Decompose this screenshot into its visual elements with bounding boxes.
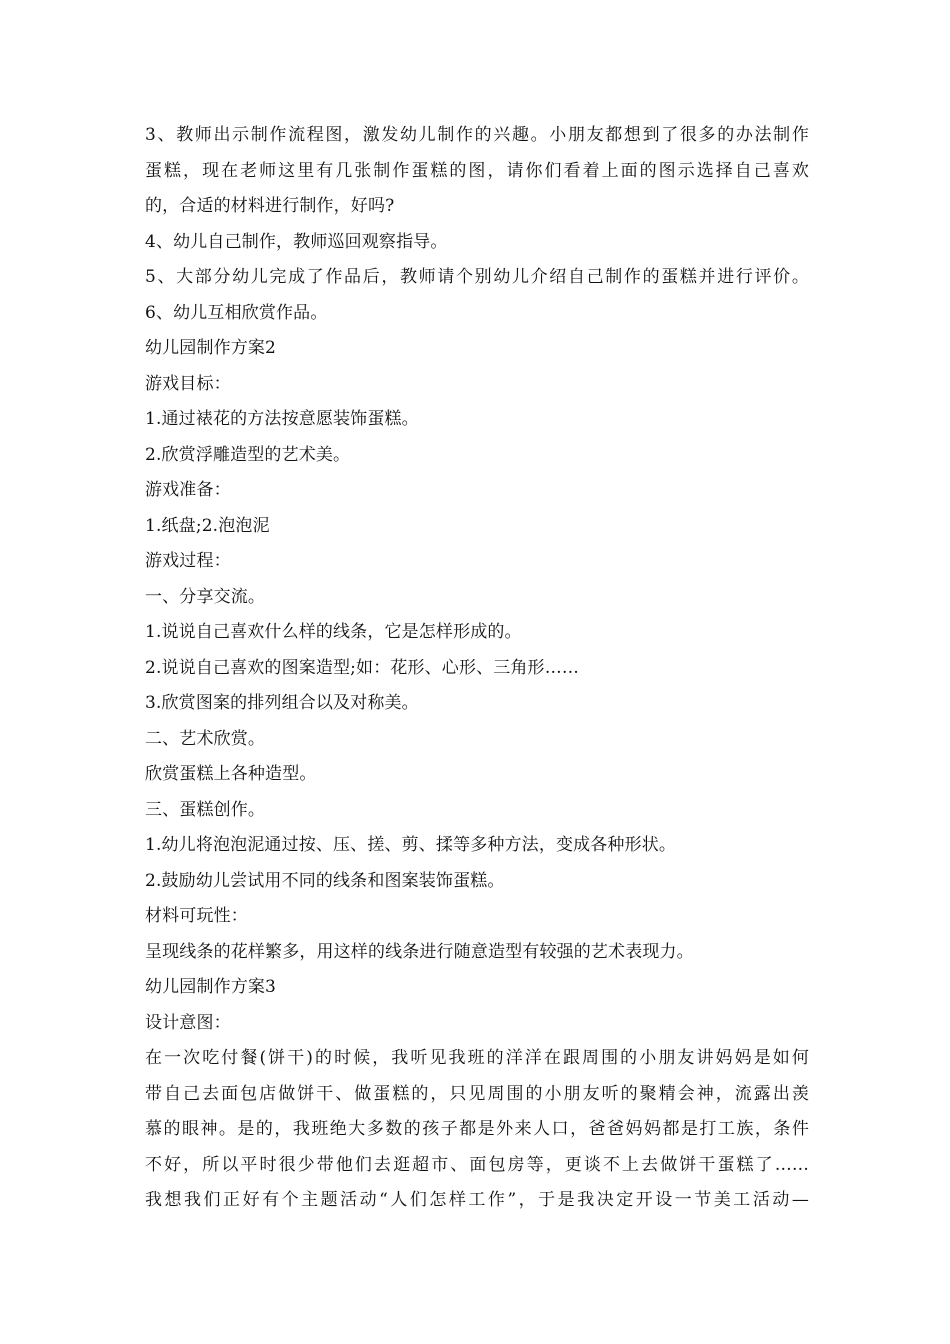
text-line: 不好，所以平时很少带他们去逛超市、面包房等，更谈不上去做饼干蛋糕了…… (145, 1154, 809, 1175)
text-line: 材料可玩性： (145, 906, 248, 926)
text-line: 我想我们正好有个主题活动“人们怎样工作”，于是我决定开设一节美工活动— (145, 1190, 809, 1210)
text-line: 2.说说自己喜欢的图案造型;如：花形、心形、三角形…… (145, 657, 579, 678)
text-line: 6、幼儿互相欣赏作品。 (145, 302, 328, 323)
text-line: 幼儿园制作方案3 (145, 977, 277, 997)
text-line: 2.鼓励幼儿尝试用不同的线条和图案装饰蛋糕。 (145, 870, 505, 891)
text-line: 二、艺术欣赏。 (145, 728, 266, 749)
text-line: 4、幼儿自己制作，教师巡回观察指导。 (145, 231, 448, 252)
text-line: 设计意图： (145, 1012, 231, 1033)
text-line: 呈现线条的花样繁多，用这样的线条进行随意造型有较强的艺术表现力。 (145, 941, 694, 962)
text-line: 一、分享交流。 (145, 586, 266, 607)
text-line: 1.通过裱花的方法按意愿装饰蛋糕。 (145, 409, 419, 429)
text-line: 幼儿园制作方案2 (145, 338, 277, 358)
text-line: 游戏准备： (145, 480, 231, 500)
text-line: 的，合适的材料进行制作，好吗? (145, 196, 395, 216)
text-line: 5、大部分幼儿完成了作品后，教师请个别幼儿介绍自己制作的蛋糕并进行评价。 (145, 267, 809, 287)
text-line: 3、教师出示制作流程图，激发幼儿制作的兴趣。小朋友都想到了很多的办法制作 (145, 125, 809, 145)
text-line: 3.欣赏图案的排列组合以及对称美。 (145, 693, 419, 713)
document-page (145, 118, 809, 1219)
text-line: 蛋糕，现在老师这里有几张制作蛋糕的图，请你们看着上面的图示选择自己喜欢 (145, 160, 809, 181)
text-line: 2.欣赏浮雕造型的艺术美。 (145, 444, 351, 465)
text-line: 1.幼儿将泡泡泥通过按、压、搓、剪、揉等多种方法，变成各种形状。 (145, 835, 677, 855)
text-line: 慕的眼神。是的，我班绝大多数的孩子都是外来人口，爸爸妈妈都是打工族，条件 (145, 1119, 809, 1139)
text-line: 游戏目标： (145, 373, 231, 394)
text-line: 三、蛋糕创作。 (145, 799, 266, 820)
text-line: 欣赏蛋糕上各种造型。 (145, 764, 317, 784)
text-line: 1.纸盘;2.泡泡泥 (145, 515, 270, 536)
text-line: 游戏过程： (145, 551, 231, 571)
text-line: 在一次吃付餐(饼干)的时候，我听见我班的洋洋在跟周围的小朋友讲妈妈是如何 (145, 1048, 809, 1068)
text-line: 带自己去面包店做饼干、做蛋糕的，只见周围的小朋友听的聚精会神，流露出羡 (145, 1083, 809, 1104)
text-line: 1.说说自己喜欢什么样的线条，它是怎样形成的。 (145, 622, 522, 642)
